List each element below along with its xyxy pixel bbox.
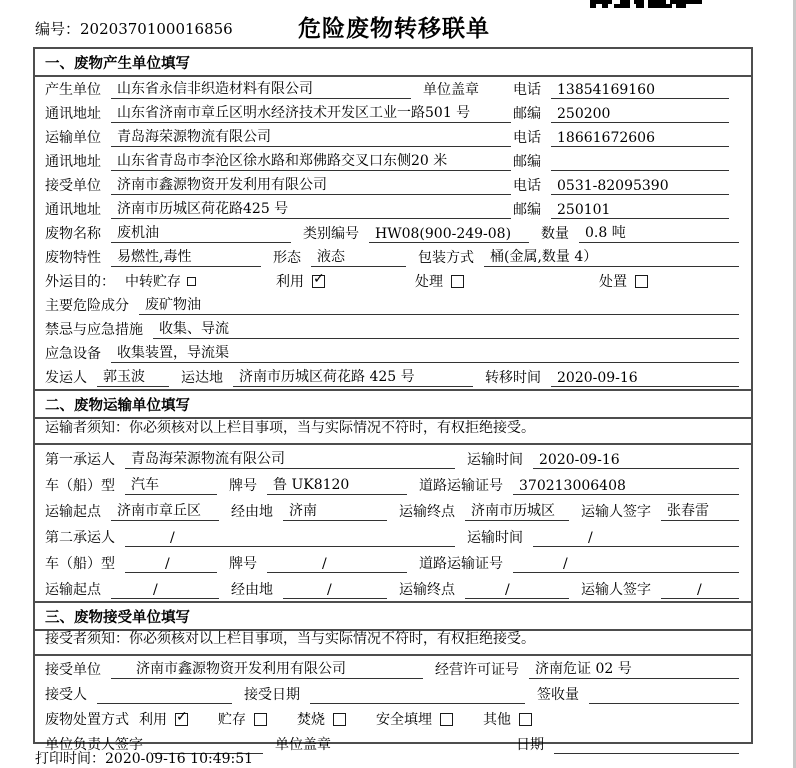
row-receiver-person [35,681,751,706]
row-transporter-unit [35,125,751,149]
row-receiver-notice [35,631,751,656]
waste-name-value: 废机油 [111,222,291,243]
vehicle-type-value: 汽车 [125,474,217,495]
transporter-postcode-value [551,154,729,171]
section-producer-header: 一、废物产生单位填写 [35,49,751,77]
second-carrier-label: 第二承运人 [45,530,115,546]
form-table [33,47,753,753]
transporter-unit-value: 青岛海荣源物流有限公司 [111,126,511,147]
plate-number-value: 鲁 UK8120 [267,474,407,495]
print-time [35,748,253,768]
emergency-equipment-value: 收集装置，导流渠 [111,342,739,363]
first-carrier-value: 青岛海荣源物流有限公司 [125,448,455,469]
disposal-reuse-checkbox-label: 利用 [139,712,167,728]
purpose-reuse-checkbox-box-icon [312,270,325,288]
section-transporter [35,389,751,601]
route-origin-label: 运输起点 [45,504,101,520]
disposal-reuse-checkbox [139,709,188,729]
route-via2-value: / [283,582,387,599]
plate-number2-value: / [267,556,407,573]
section-transporter-header: 二、废物运输单位填写 [35,389,751,419]
carrier-signature2-label: 运输人签字 [581,582,651,598]
accepting-unit-label: 接受单位 [45,662,101,678]
route-origin2-value: / [111,582,219,599]
row-route-1 [35,497,751,523]
disposal-landfill-checkbox-box-icon [440,713,453,726]
unit-seal-label: 单位盖章 [423,82,479,98]
carrier-signature-label: 运输人签字 [581,504,651,520]
print-time-label: 打印时间： [35,751,105,767]
receiver-unit-value: 济南市鑫源物资开发利用有限公司 [111,174,511,195]
emergency-equipment-label: 应急设备 [45,346,101,362]
row-main-hazard [35,293,751,317]
row-shipper [35,365,751,389]
disposal-reuse-checkbox-box-icon [175,708,188,726]
disposal-other-checkbox [483,709,532,729]
disposal-storage-checkbox [218,709,267,729]
row-vehicle-1 [35,471,751,497]
transport-time2-label: 运输时间 [467,530,523,546]
transfer-date-label: 转移时间 [485,370,541,386]
transporter-unit-label: 运输单位 [45,130,101,146]
producer-postcode-label: 邮编 [513,106,541,122]
delivery-place-label: 运达地 [181,370,223,386]
precautions-label: 禁忌与应急措施 [45,322,143,338]
road-permit-value: 370213006408 [513,478,739,495]
section-receiver [35,601,751,756]
plate-number-label: 牌号 [229,478,257,494]
disposal-incineration-checkbox-label: 焚烧 [297,712,325,728]
quantity-value: 0.8 吨 [579,222,739,243]
packing-value: 桶(金属,数量 4） [484,246,739,267]
page-title: 危险废物转移联单 [298,16,490,42]
transporter-address-label: 通讯地址 [45,154,101,170]
responsible-signature-label: 单位负责人签字 [45,737,143,753]
purpose-transfer-storage-checkbox-box-icon [187,277,196,286]
received-amount-label: 签收量 [537,687,579,703]
producer-address-label: 通讯地址 [45,106,101,122]
main-hazard-label: 主要危险成分 [45,298,129,314]
disposal-landfill-checkbox [376,709,453,729]
license-number-value: 济南危证 02 号 [529,658,739,679]
receiver-phone-value: 0531-82095390 [551,178,729,195]
purpose-reuse-checkbox-check-icon: ✓ [313,270,325,287]
outbound-purpose-label: 外运目的： [45,274,115,290]
qr-code-fragment-icon [590,0,702,8]
category-code-value: HW08(900-249-08) [369,226,529,243]
form-header [33,8,755,44]
waste-property-value: 易燃性,毒性 [111,246,261,267]
row-accepting-unit [35,656,751,681]
transport-time2-value: / [533,530,739,547]
form-state-label: 形态 [273,250,301,266]
transporter-phone-label: 电话 [513,130,541,146]
purpose-treatment-checkbox-box-icon [451,275,464,288]
plate-number2-label: 牌号 [229,556,257,572]
shipper-label: 发运人 [45,370,87,386]
row-disposal-method [35,706,751,731]
row-vehicle-2 [35,549,751,575]
disposal-reuse-checkbox-check-icon: ✓ [176,708,188,725]
transfer-date-value: 2020-09-16 [551,370,739,387]
received-amount-value [589,687,739,704]
producer-phone-value: 13854169160 [551,82,729,99]
carrier-signature-value: 张春雷 [661,500,739,521]
disposal-other-checkbox-box-icon [519,713,532,726]
receiver-phone-label: 电话 [513,178,541,194]
disposal-incineration-checkbox [297,709,346,729]
date-label: 日期 [516,737,544,753]
row-waste-property [35,245,751,269]
row-receiver-address [35,197,751,221]
first-carrier-label: 第一承运人 [45,452,115,468]
disposal-incineration-checkbox-box-icon [333,713,346,726]
receiver-address-value: 济南市历城区荷花路425 号 [111,198,511,219]
disposal-method-label: 废物处置方式 [45,712,129,728]
row-transporter-notice [35,419,751,445]
section-producer [35,49,751,389]
row-precautions [35,317,751,341]
producer-postcode-value: 250200 [551,106,729,123]
packing-label: 包装方式 [418,250,474,266]
vehicle-type2-value: / [125,556,217,573]
route-destination-value: 济南市历城区 [465,500,569,521]
purpose-transfer-storage-checkbox [125,271,196,291]
purpose-disposal-checkbox-label: 处置 [599,274,627,290]
waste-property-label: 废物特性 [45,250,101,266]
row-producer-address [35,101,751,125]
producer-unit-value: 山东省永信非织造材料有限公司 [111,78,411,99]
row-first-carrier [35,445,751,471]
receiver-postcode-label: 邮编 [513,202,541,218]
route-destination2-value: / [465,582,569,599]
row-route-2 [35,575,751,601]
row-second-carrier [35,523,751,549]
date-value [554,737,739,754]
transporter-phone-value: 18661672606 [551,130,729,147]
purpose-disposal-checkbox-box-icon [635,275,648,288]
road-permit-label: 道路运输证号 [419,478,503,494]
producer-address-value: 山东省济南市章丘区明水经济技术开发区工业一路501 号 [111,102,511,123]
quantity-label: 数量 [541,226,569,242]
receiver-address-label: 通讯地址 [45,202,101,218]
purpose-disposal-checkbox [599,271,648,291]
row-transporter-address [35,149,751,173]
receiver-notice-text: 接受者须知：你必须核对以上栏目事项，当与实际情况不符时，有权拒绝接受。 [45,631,535,647]
row-outbound-purpose [35,269,751,293]
license-number-label: 经营许可证号 [435,662,519,678]
receiver-person-value [97,687,232,704]
form-state-value: 液态 [311,246,406,267]
purpose-treatment-checkbox-label: 处理 [415,274,443,290]
row-emergency-equipment [35,341,751,365]
road-permit2-label: 道路运输证号 [419,556,503,572]
waste-name-label: 废物名称 [45,226,101,242]
route-via-label: 经由地 [231,504,273,520]
serial-value: 2020370100016856 [80,20,233,38]
receiver-person-label: 接受人 [45,687,87,703]
second-carrier-value: / [125,530,455,547]
receiver-postcode-value: 250101 [551,202,729,219]
serial-label: 编号： [35,20,81,38]
purpose-transfer-storage-checkbox-label: 中转贮存 [125,274,181,290]
category-code-label: 类别编号 [303,226,359,242]
route-destination-label: 运输终点 [399,504,455,520]
route-origin2-label: 运输起点 [45,582,101,598]
disposal-other-checkbox-label: 其他 [483,712,511,728]
precautions-value: 收集、导流 [153,318,739,339]
row-waste-name [35,221,751,245]
transport-time-value: 2020-09-16 [533,452,739,469]
purpose-treatment-checkbox [415,271,464,291]
row-producer-unit [35,77,751,101]
disposal-storage-checkbox-box-icon [254,713,267,726]
purpose-reuse-checkbox [276,271,325,291]
receive-date-value [310,687,525,704]
transporter-address-value: 山东省青岛市李沧区徐水路和郑佛路交叉口东侧20 米 [111,150,511,171]
road-permit2-value: / [513,556,739,573]
shipper-value: 郭玉波 [97,366,169,387]
section-receiver-header: 三、废物接受单位填写 [35,601,751,631]
print-time-value: 2020-09-16 10:49:51 [105,751,254,767]
transport-time-label: 运输时间 [467,452,523,468]
main-hazard-value: 废矿物油 [139,294,739,315]
purpose-reuse-checkbox-label: 利用 [276,274,304,290]
route-via-value: 济南 [283,500,387,521]
route-origin-value: 济南市章丘区 [111,500,219,521]
disposal-landfill-checkbox-label: 安全填埋 [376,712,432,728]
row-receiver-unit [35,173,751,197]
carrier-signature2-value: / [661,582,739,599]
producer-phone-label: 电话 [513,82,541,98]
receiver-unit-label: 接受单位 [45,178,101,194]
unit-seal2-label: 单位盖章 [275,737,331,753]
delivery-place-value: 济南市历城区荷花路 425 号 [233,366,473,387]
vehicle-type2-label: 车（船）型 [45,556,115,572]
vehicle-type-label: 车（船）型 [45,478,115,494]
producer-unit-label: 产生单位 [45,82,101,98]
transporter-postcode-label: 邮编 [513,154,541,170]
receive-date-label: 接受日期 [244,687,300,703]
route-via2-label: 经由地 [231,582,273,598]
accepting-unit-value: 济南市鑫源物资开发利用有限公司 [111,658,423,679]
transporter-notice-text: 运输者须知：你必须核对以上栏目事项，当与实际情况不符时，有权拒绝接受。 [45,420,535,436]
disposal-storage-checkbox-label: 贮存 [218,712,246,728]
route-destination2-label: 运输终点 [399,582,455,598]
